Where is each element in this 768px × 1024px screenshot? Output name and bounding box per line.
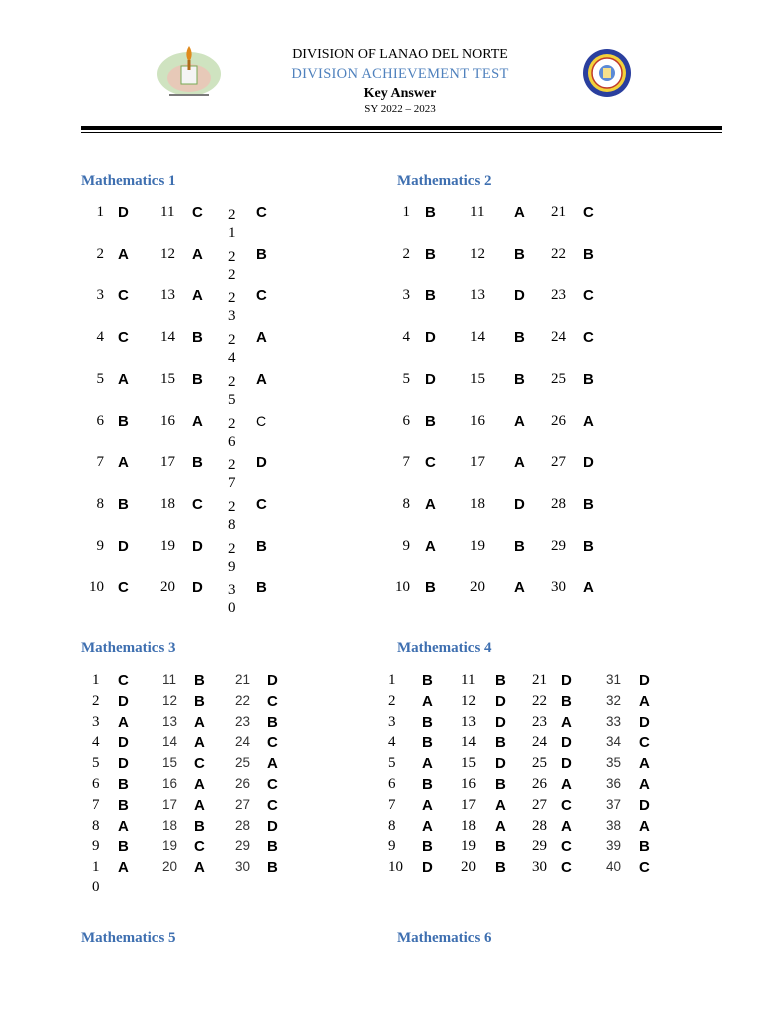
question-number: 16 (160, 412, 175, 429)
question-number: 12 (160, 245, 175, 262)
answer-letter: A (561, 817, 572, 835)
question-number: 4 (402, 329, 410, 346)
question-number: 28 (532, 817, 547, 834)
answer-letter: A (639, 776, 650, 793)
question-number: 3 (96, 287, 104, 304)
answer-letter: C (267, 692, 278, 710)
answer-letter: A (495, 796, 506, 814)
question-number-wrapped: 3 0 (228, 582, 236, 617)
question-number: 16 (470, 412, 485, 429)
question-number: 14 (160, 329, 175, 346)
question-number: 7 (92, 796, 100, 813)
answer-letter: C (583, 329, 594, 347)
answer-letter: A (422, 796, 433, 814)
question-number: 16 (162, 776, 178, 791)
question-number: 37 (606, 796, 622, 812)
answer-letter: D (639, 796, 650, 814)
answer-letter: C (639, 859, 650, 877)
answer-letter: D (561, 755, 572, 773)
question-number: 8 (92, 817, 100, 834)
answer-letter: A (118, 713, 129, 731)
answer-letter: B (256, 537, 267, 555)
question-number: 3 (402, 287, 410, 304)
question-number: 9 (388, 838, 396, 855)
question-number: 10 (89, 579, 104, 596)
answer-letter: D (639, 713, 650, 731)
answer-letter: A (118, 817, 129, 835)
answer-letter: A (514, 454, 525, 472)
question-number: 28 (551, 495, 566, 512)
answer-letter: C (583, 204, 594, 221)
question-number: 5 (92, 755, 100, 772)
question-number: 30 (235, 859, 251, 875)
answer-letter: B (425, 245, 436, 263)
answer-letter: D (118, 537, 129, 555)
answer-letter: B (422, 734, 433, 752)
question-number: 25 (551, 370, 566, 387)
answer-letter: D (561, 672, 572, 689)
question-number: 9 (92, 838, 100, 855)
question-number: 23 (551, 287, 566, 304)
question-number: 29 (532, 838, 547, 855)
answer-letter: A (425, 495, 436, 513)
answer-letter: C (256, 412, 267, 429)
answer-letter: C (561, 838, 572, 856)
answer-letter: B (583, 495, 594, 513)
question-number: 17 (470, 454, 485, 471)
answer-letter: B (267, 838, 278, 856)
question-number: 8 (388, 817, 396, 834)
question-number: 15 (162, 755, 178, 771)
question-number: 4 (96, 329, 104, 346)
answer-letter: D (583, 454, 594, 472)
answer-letter: A (495, 817, 506, 835)
question-number: 11 (470, 204, 485, 220)
answer-letter: B (422, 838, 433, 856)
answer-letter: B (425, 579, 436, 597)
question-number: 18 (160, 495, 175, 512)
question-number: 7 (96, 454, 104, 471)
question-number: 3 (388, 713, 396, 730)
question-number: 22 (235, 692, 251, 708)
question-number: 1 (96, 204, 104, 220)
question-number: 20 (162, 859, 178, 875)
answer-letter: A (194, 713, 205, 731)
answer-letter: C (425, 454, 436, 472)
question-number: 29 (235, 838, 251, 854)
question-number: 14 (162, 734, 178, 750)
answer-letter: B (422, 776, 433, 793)
question-number: 2 (96, 245, 104, 262)
question-number: 6 (96, 412, 104, 429)
answer-letter: C (256, 495, 267, 513)
answer-letter: B (118, 796, 129, 814)
answer-letter: C (583, 287, 594, 305)
answer-letter: B (118, 495, 129, 513)
question-number: 6 (92, 776, 100, 792)
answer-letter: D (256, 454, 267, 472)
question-number: 33 (606, 713, 622, 729)
deped-seal (582, 48, 632, 98)
answer-letter: B (192, 370, 203, 388)
question-number: 27 (551, 454, 566, 471)
question-number: 24 (532, 734, 547, 751)
question-number: 15 (470, 370, 485, 387)
answer-letter: D (514, 495, 525, 513)
answer-letter: D (192, 579, 203, 597)
answer-letter: D (118, 734, 129, 752)
answer-letter: B (118, 838, 129, 856)
answer-letter: A (514, 579, 525, 597)
question-number: 24 (551, 329, 566, 346)
question-number: 1 (402, 204, 410, 220)
section-title-math-5: Mathematics 5 (81, 930, 176, 946)
question-number: 1 (92, 672, 100, 688)
question-number: 31 (606, 672, 622, 687)
answer-letter: B (514, 537, 525, 555)
question-number: 16 (461, 776, 476, 792)
answer-letter: A (422, 755, 433, 773)
question-number: 13 (461, 713, 476, 730)
answer-letter: D (118, 755, 129, 773)
answer-letter: C (192, 204, 203, 221)
question-number-wrapped: 2 1 (228, 207, 236, 241)
answer-letter: C (639, 734, 650, 752)
question-number: 17 (461, 796, 476, 813)
question-number: 2 (92, 692, 100, 709)
question-number: 26 (235, 776, 251, 791)
answer-letter: A (561, 776, 572, 793)
answer-letter: A (514, 204, 525, 221)
question-number: 19 (162, 838, 178, 854)
question-number-wrapped: 0 (92, 879, 100, 896)
answer-letter: A (256, 329, 267, 347)
question-number: 7 (388, 796, 396, 813)
answer-letter: A (583, 412, 594, 430)
question-number: 10 (395, 579, 410, 596)
answer-letter: D (267, 817, 278, 835)
question-number: 34 (606, 734, 622, 750)
question-number: 12 (461, 692, 476, 709)
question-number: 18 (162, 817, 178, 833)
question-number: 19 (461, 838, 476, 855)
answer-letter: A (425, 537, 436, 555)
answer-letter: A (422, 692, 433, 710)
answer-letter: A (118, 859, 129, 877)
answer-letter: B (514, 329, 525, 347)
answer-letter: B (194, 672, 205, 689)
question-number: 15 (461, 755, 476, 772)
question-number: 21 (551, 204, 566, 220)
answer-letter: D (425, 370, 436, 388)
question-number-wrapped: 1 (92, 859, 100, 876)
question-number: 4 (92, 734, 100, 751)
answer-letter: B (639, 838, 650, 856)
answer-letter: B (425, 287, 436, 305)
answer-letter: A (514, 412, 525, 430)
answer-letter: A (192, 287, 203, 305)
answer-letter: C (194, 838, 205, 856)
question-number: 22 (532, 692, 547, 709)
answer-letter: B (495, 734, 506, 752)
answer-letter: C (118, 672, 129, 689)
question-number: 5 (402, 370, 410, 387)
answer-letter: C (267, 776, 278, 793)
question-number: 2 (388, 692, 396, 709)
question-number: 40 (606, 859, 622, 875)
question-number: 12 (470, 245, 485, 262)
question-number: 11 (162, 672, 177, 687)
answer-letter: A (583, 579, 594, 597)
answer-letter: C (194, 755, 205, 773)
question-number: 23 (235, 713, 251, 729)
answer-letter: D (561, 734, 572, 752)
answer-letter: A (267, 755, 278, 773)
question-number: 19 (160, 537, 175, 554)
section-title-math-3: Mathematics 3 (81, 640, 176, 656)
question-number-wrapped: 2 2 (228, 248, 236, 283)
answer-letter: D (639, 672, 650, 689)
answer-letter: A (561, 713, 572, 731)
question-number: 19 (470, 537, 485, 554)
question-number: 11 (160, 204, 175, 220)
answer-letter: A (194, 734, 205, 752)
answer-letter: B (194, 692, 205, 710)
answer-letter: A (194, 776, 205, 793)
answer-letter: B (514, 245, 525, 263)
answer-letter: B (118, 776, 129, 793)
question-number: 3 (92, 713, 100, 730)
question-number: 25 (532, 755, 547, 772)
question-number: 20 (470, 579, 485, 596)
answer-letter: D (495, 713, 506, 731)
question-number: 29 (551, 537, 566, 554)
question-number: 4 (388, 734, 396, 751)
question-number: 17 (162, 796, 178, 812)
question-number: 12 (162, 692, 178, 708)
question-number: 25 (235, 755, 251, 771)
question-number: 35 (606, 755, 622, 771)
question-number-wrapped: 2 3 (228, 290, 236, 325)
question-number: 27 (235, 796, 251, 812)
answer-letter: A (118, 454, 129, 472)
question-number: 30 (551, 579, 566, 596)
answer-letter: D (425, 329, 436, 347)
key-answer-title: Key Answer (363, 86, 437, 101)
question-number-wrapped: 2 5 (228, 373, 236, 408)
answer-letter: C (256, 204, 267, 221)
answer-letter: C (267, 734, 278, 752)
question-number: 20 (461, 859, 476, 876)
question-number: 21 (532, 672, 547, 688)
question-number: 1 (388, 672, 396, 688)
question-number: 9 (96, 537, 104, 554)
answer-letter: B (514, 370, 525, 388)
answer-letter: D (514, 287, 525, 305)
answer-letter: B (561, 692, 572, 710)
answer-letter: C (561, 796, 572, 814)
section-title-math-2: Mathematics 2 (397, 173, 492, 189)
question-number-wrapped: 2 8 (228, 498, 236, 533)
question-number: 8 (402, 495, 410, 512)
question-number: 5 (96, 370, 104, 387)
answer-letter: B (267, 713, 278, 731)
question-number: 14 (470, 329, 485, 346)
question-number: 27 (532, 796, 547, 813)
answer-letter: B (267, 859, 278, 877)
question-number: 11 (461, 672, 476, 688)
answer-letter: B (495, 859, 506, 877)
answer-letter: D (118, 204, 129, 221)
question-number: 38 (606, 817, 622, 833)
answer-letter: B (256, 579, 267, 597)
answer-letter: B (425, 204, 436, 221)
question-number: 6 (388, 776, 396, 792)
question-number: 28 (235, 817, 251, 833)
question-number: 5 (388, 755, 396, 772)
answer-letter: A (194, 859, 205, 877)
answer-letter: C (118, 287, 129, 305)
answer-letter: B (495, 672, 506, 689)
answer-letter: B (118, 412, 129, 430)
answer-letter: B (583, 537, 594, 555)
answer-letter: A (194, 796, 205, 814)
answer-letter: D (495, 755, 506, 773)
question-number: 30 (532, 859, 547, 876)
answer-letter: A (256, 370, 267, 388)
answer-letter: C (192, 495, 203, 513)
answer-letter: B (495, 776, 506, 793)
answer-letter: C (267, 796, 278, 814)
question-number: 21 (235, 672, 251, 687)
answer-letter: D (495, 692, 506, 710)
question-number: 26 (551, 412, 566, 429)
question-number: 14 (461, 734, 476, 751)
answer-letter: D (422, 859, 433, 877)
question-number-wrapped: 2 7 (228, 457, 236, 492)
answer-letter: A (118, 370, 129, 388)
answer-letter: B (583, 245, 594, 263)
answer-letter: D (118, 692, 129, 710)
answer-letter: A (192, 245, 203, 263)
answer-letter: B (192, 329, 203, 347)
section-title-math-1: Mathematics 1 (81, 173, 176, 189)
division-name: DIVISION OF LANAO DEL NORTE (292, 47, 508, 62)
question-number: 6 (402, 412, 410, 429)
test-title: DIVISION ACHIEVEMENT TEST (291, 66, 509, 82)
question-number: 10 (388, 859, 403, 876)
question-number: 18 (470, 495, 485, 512)
question-number: 7 (402, 454, 410, 471)
question-number: 17 (160, 454, 175, 471)
answer-letter: C (118, 579, 129, 597)
header-rule-thick (81, 126, 722, 130)
question-number: 23 (532, 713, 547, 730)
answer-letter: C (118, 329, 129, 347)
question-number-wrapped: 2 4 (228, 332, 236, 367)
answer-letter: D (192, 537, 203, 555)
question-number: 18 (461, 817, 476, 834)
question-number: 32 (606, 692, 622, 708)
question-number: 13 (162, 713, 178, 729)
answer-letter: B (422, 672, 433, 689)
answer-letter: C (561, 859, 572, 877)
header-rule-thin (81, 132, 722, 133)
answer-letter: A (422, 817, 433, 835)
question-number: 36 (606, 776, 622, 791)
answer-letter: A (639, 692, 650, 710)
answer-letter: A (118, 245, 129, 263)
answer-letter: B (425, 412, 436, 430)
answer-letter: D (267, 672, 278, 689)
answer-letter: B (256, 245, 267, 263)
answer-letter: A (639, 817, 650, 835)
answer-letter: A (639, 755, 650, 773)
section-title-math-6: Mathematics 6 (397, 930, 492, 946)
answer-letter: C (256, 287, 267, 305)
question-number: 24 (235, 734, 251, 750)
question-number: 9 (402, 537, 410, 554)
question-number: 22 (551, 245, 566, 262)
answer-letter: A (192, 412, 203, 430)
question-number: 13 (160, 287, 175, 304)
school-year: SY 2022 – 2023 (364, 103, 436, 115)
question-number: 39 (606, 838, 622, 854)
question-number: 20 (160, 579, 175, 596)
question-number-wrapped: 2 6 (228, 415, 236, 450)
question-number: 2 (402, 245, 410, 262)
answer-letter: B (583, 370, 594, 388)
section-title-math-4: Mathematics 4 (397, 640, 492, 656)
question-number: 26 (532, 776, 547, 792)
question-number: 15 (160, 370, 175, 387)
answer-letter: B (192, 454, 203, 472)
answer-letter: B (194, 817, 205, 835)
division-logo (155, 42, 223, 100)
question-number-wrapped: 2 9 (228, 540, 236, 575)
question-number: 8 (96, 495, 104, 512)
question-number: 13 (470, 287, 485, 304)
answer-letter: B (422, 713, 433, 731)
answer-letter: B (495, 838, 506, 856)
